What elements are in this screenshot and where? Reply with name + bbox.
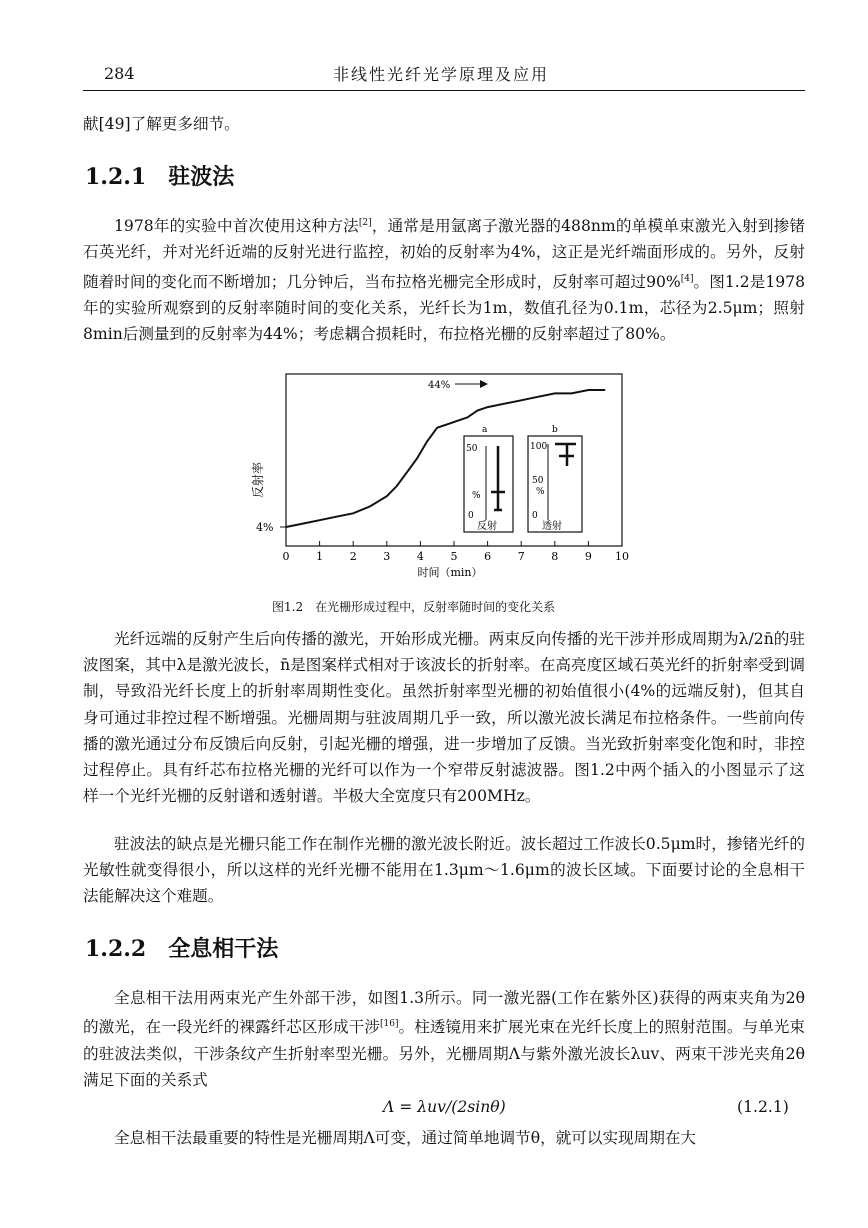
x-tick-label: 7 (517, 550, 525, 563)
inset-b-caption: 透射 (542, 521, 562, 532)
section-heading-2 (85, 932, 278, 963)
para4-text-b: 。柱透镜用来扩展光束在光纤长度上的照射范围。与单光束的驻波法类似，干涉条纹产生折射率型光栅。另外，光栅周期Λ与紫外激光波长λuv、两束干涉光夹角2θ满足下面的关系式 (83, 1018, 805, 1089)
para1-text-c: 。图1.2是1978年的实验所观察到的反射率随时间的变化关系，光纤长为1m，数值孔径为0.1m，芯径为2.5μm；照射8min后测量到的反射率为44%；考虑耦合损耗时，布拉格光栅的反射率超过了80%。 (83, 272, 806, 344)
x-tick-label: 5 (450, 550, 458, 563)
inset-a-tick: % (472, 491, 481, 501)
header-rule (83, 90, 805, 91)
citation: [4] (680, 273, 694, 284)
x-axis-label: 时间（min） (417, 566, 483, 579)
x-tick-label: 3 (383, 550, 391, 563)
paragraph-3: 驻波法的缺点是光栅只能工作在制作光栅的激光波长附近。波长超过工作波长0.5μm时，掺锗光纤的光敏性就变得很小，所以这样的光纤光栅不能用在1.3μm～1.6μm的波长区域。下面要讨论的全息相干法能解决这个难题。 (83, 835, 805, 906)
paragraph-5: 全息相干法最重要的特性是光栅周期Λ可变，通过简单地调节θ，就可以实现周期在大 (114, 1129, 697, 1147)
citation: [16] (380, 1019, 399, 1030)
running-title: 非线性光纤光学原理及应用 (333, 65, 550, 84)
inset-b-tick: % (536, 487, 545, 497)
paragraph-4 (83, 985, 805, 1093)
inset-a-label: a (482, 425, 488, 435)
section-number: 1.2.2 (85, 936, 147, 962)
inset-b-tick: 0 (532, 511, 538, 521)
x-tick-label: 4 (416, 550, 424, 563)
line-top: 献[49]了解更多细节。 (83, 115, 240, 133)
inset-a-tick: 0 (468, 511, 474, 521)
section-heading-1 (85, 160, 234, 191)
y-axis-label: 反射率 (251, 461, 265, 499)
equation-number: (1.2.1) (737, 1098, 789, 1116)
citation: [2] (358, 218, 372, 228)
x-tick-label: 9 (584, 550, 592, 563)
x-tick-label: 10 (615, 550, 629, 563)
inset-a-tick: 50 (466, 444, 478, 454)
para1-text-a: 1978年的实验中首次使用这种方法 (114, 217, 359, 236)
inset-a-caption: 反射 (477, 521, 497, 532)
x-tick-label: 8 (551, 550, 559, 563)
x-tick-label: 2 (349, 550, 357, 563)
figure-caption: 图1.2 在光栅形成过程中，反射率随时间的变化关系 (272, 600, 556, 614)
inset-b-tick: 50 (532, 476, 544, 486)
paragraph-1 (83, 210, 805, 347)
reflectivity-chart (240, 370, 650, 585)
page-number: 284 (104, 64, 135, 83)
inset-b-tick: 100 (530, 442, 548, 452)
inset-b-label: b (552, 425, 558, 435)
section-number: 1.2.1 (85, 164, 147, 190)
para4-text-a: 全息相干法用两束光产生外部干涉，如图1.3所示。同一激光器(工作在紫外区)获得的两束夹角为2θ的激光，在一段光纤的裸露纤芯区形成干涉 (83, 989, 805, 1037)
section-title: 全息相干法 (168, 937, 279, 962)
section-title: 驻波法 (168, 165, 235, 190)
annotation-44: 44% (428, 380, 451, 391)
x-tick-label: 0 (282, 550, 290, 563)
x-tick-label: 6 (484, 550, 492, 563)
x-tick-label: 1 (316, 550, 324, 563)
para1-text-b: ，通常是用氩离子激光器的488nm的单模单束激光入射到掺锗石英光纤，并对光纤近端的反射光进行监控，初始的反射率为4%，这正是光纤端面形成的。另外，反射随着时间的变化而不断增加；几分钟后，当布拉格光栅完全形成时，反射率可超过90% (83, 217, 806, 291)
equation: Λ = λuv/(2sinθ) (383, 1098, 506, 1116)
y-tick-label: 4% (256, 521, 274, 534)
paragraph-2: 光纤远端的反射产生后向传播的激光，开始形成光栅。两束反向传播的光干涉并形成周期为λ/2n̄的驻波图案，其中λ是激光波长，n̄是图案样式相对于该波长的折射率。在高亮度区域石英光纤的折射率受到调制，导致沿光纤长度上的折射率周期性变化。虽然折射率型光栅的初始值很小(4%的远端反射)，但其自身可通过非控过程不断增强。光栅周期与驻波周期几乎一致，所以激光波长满足布拉格条件。一些前向传播的激光通过分布反馈后向反射，引起光栅的增强，进一步增加了反馈。当光致折射率变化饱和时，非控过程停止。具有纤芯布拉格光栅的光纤可以作为一个窄带反射滤波器。图1.2中两个插入的小图显示了这样一个光纤光栅的反射谱和透射谱。半极大全宽度只有200MHz。 (83, 630, 805, 806)
